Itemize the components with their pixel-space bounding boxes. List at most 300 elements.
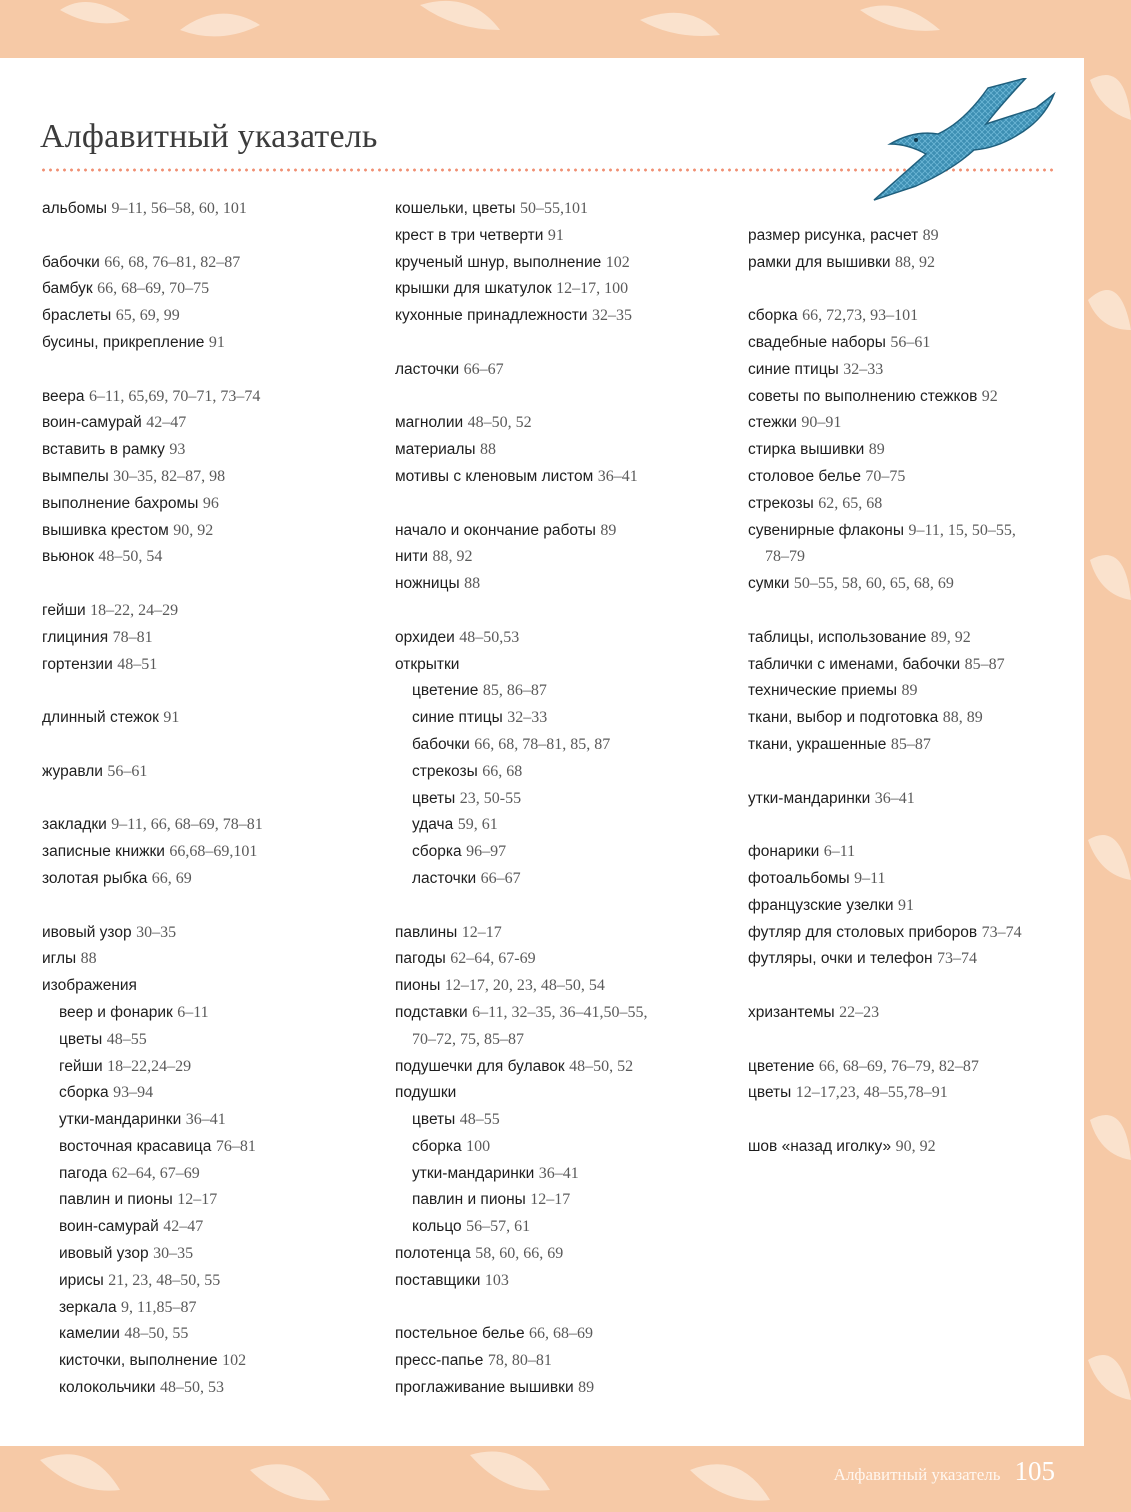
- index-entry: [748, 518, 1083, 545]
- index-term: цветы: [412, 789, 456, 807]
- index-pages: 32–33: [843, 360, 884, 378]
- index-pages: 88, 92: [432, 548, 473, 566]
- index-pages: 93: [169, 441, 186, 459]
- index-term: веера: [42, 387, 85, 405]
- index-entry: [42, 759, 377, 786]
- index-term: рамки для вышивки: [748, 253, 891, 271]
- index-pages: 91: [163, 709, 180, 727]
- index-term: павлин и пионы: [412, 1191, 526, 1209]
- index-term: фонарики: [748, 843, 820, 861]
- index-pages: 12–17: [461, 923, 502, 941]
- index-term: пионы: [395, 977, 441, 995]
- index-pages: 48–55: [106, 1030, 147, 1048]
- index-entry: [42, 1241, 377, 1268]
- index-pages: 50–55, 58, 60, 65, 68, 69: [793, 575, 954, 593]
- index-term: проглаживание вышивки: [395, 1379, 574, 1397]
- index-entry: [395, 276, 730, 303]
- index-pages: 91: [208, 333, 225, 351]
- index-pages: 59, 61: [457, 816, 498, 834]
- index-pages: 78–79: [765, 548, 805, 566]
- index-spacer: [748, 1107, 1083, 1134]
- index-entry: [42, 705, 377, 732]
- index-pages: 93–94: [113, 1084, 154, 1102]
- index-entry: [42, 1268, 377, 1295]
- index-entry: [42, 1054, 377, 1081]
- index-entry: [395, 1161, 730, 1188]
- index-entry: [395, 812, 730, 839]
- index-pages: 65, 69, 99: [115, 307, 180, 325]
- index-entry: [395, 678, 730, 705]
- index-term: зеркала: [59, 1298, 117, 1316]
- index-spacer: [42, 786, 377, 813]
- index-spacer: [42, 732, 377, 759]
- index-pages: 42–47: [163, 1218, 204, 1236]
- index-pages: 88, 92: [895, 253, 936, 271]
- index-pages: 36–41: [874, 789, 915, 807]
- index-entry: [42, 410, 377, 437]
- index-pages: 56–61: [107, 762, 148, 780]
- index-entry: [748, 384, 1083, 411]
- index-entry: [42, 625, 377, 652]
- index-entry: [42, 973, 377, 1000]
- index-entry: [395, 571, 730, 598]
- index-term: сборка: [59, 1084, 109, 1102]
- index-entry: [395, 1241, 730, 1268]
- index-pages: 91: [547, 226, 564, 244]
- index-entry: [748, 544, 1083, 571]
- index-term: ласточки: [395, 360, 460, 378]
- index-spacer: [42, 571, 377, 598]
- index-entry: [395, 973, 730, 1000]
- index-pages: 30–35: [153, 1245, 194, 1263]
- index-pages: 66, 72,73, 93–101: [802, 307, 919, 325]
- index-term: иглы: [42, 950, 77, 968]
- index-entry: [42, 1161, 377, 1188]
- index-pages: 9–11, 15, 50–55,: [908, 521, 1016, 539]
- index-term: бабочки: [42, 253, 100, 271]
- index-spacer: [748, 759, 1083, 786]
- index-term: ирисы: [59, 1271, 104, 1289]
- index-pages: 102: [605, 253, 630, 271]
- index-term: вставить в рамку: [42, 441, 165, 459]
- index-entry: [42, 1321, 377, 1348]
- index-term: полотенца: [395, 1245, 471, 1263]
- index-pages: 56–61: [890, 333, 931, 351]
- index-term: синие птицы: [748, 360, 839, 378]
- index-entry: [748, 705, 1083, 732]
- index-entry: [42, 1027, 377, 1054]
- index-pages: 6–11, 32–35, 36–41,50–55,: [472, 1003, 648, 1021]
- index-pages: 91: [897, 896, 914, 914]
- index-entry: [748, 1000, 1083, 1027]
- index-pages: 90, 92: [895, 1137, 936, 1155]
- index-pages: 48–50, 53: [160, 1379, 225, 1397]
- index-entry: [42, 1375, 377, 1402]
- page-footer: [834, 1456, 1055, 1487]
- index-term: сборка: [412, 843, 462, 861]
- index-entry: [42, 303, 377, 330]
- index-pages: 96–97: [466, 843, 507, 861]
- index-entry: [395, 1080, 730, 1107]
- index-entry: [42, 598, 377, 625]
- index-entry: [395, 946, 730, 973]
- index-term: изображения: [42, 977, 137, 995]
- index-term: стирка вышивки: [748, 441, 865, 459]
- index-term: орхидеи: [395, 628, 455, 646]
- index-term: гейши: [59, 1057, 103, 1075]
- index-term: глициния: [42, 628, 109, 646]
- index-entry: [748, 946, 1083, 973]
- index-term: таблички с именами, бабочки: [748, 655, 961, 673]
- index-term: кольцо: [412, 1218, 462, 1236]
- index-pages: 89: [600, 521, 617, 539]
- index-entry: [748, 893, 1083, 920]
- index-pages: 88: [80, 950, 97, 968]
- index-pages: 48–50,53: [459, 628, 520, 646]
- index-entry: [42, 812, 377, 839]
- index-pages: 66, 68–69: [529, 1325, 594, 1343]
- index-term: подушки: [395, 1084, 457, 1102]
- index-term: утки-мандаринки: [59, 1111, 182, 1129]
- index-entry: [748, 1080, 1083, 1107]
- index-pages: 32–35: [592, 307, 632, 325]
- index-entry: [395, 357, 730, 384]
- index-term: вышивка крестом: [42, 521, 169, 539]
- index-entry: [748, 866, 1083, 893]
- index-pages: 66, 68–69, 76–79, 82–87: [818, 1057, 979, 1075]
- index-term: сборка: [748, 307, 798, 325]
- index-pages: 30–35: [136, 923, 177, 941]
- index-term: ивовый узор: [42, 923, 132, 941]
- index-term: кошельки, цветы: [395, 200, 516, 217]
- index-term: крышки для шкатулок: [395, 280, 552, 298]
- bird-icon: [868, 78, 1060, 202]
- index-pages: 23, 50-55: [459, 789, 522, 807]
- index-term: выполнение бахромы: [42, 494, 199, 512]
- index-term: футляр для столовых приборов: [748, 923, 978, 941]
- index-entry: [395, 196, 730, 223]
- index-pages: 70–75: [865, 467, 906, 485]
- index-entry: [42, 491, 377, 518]
- index-entry: [42, 1107, 377, 1134]
- index-pages: 9, 11,85–87: [121, 1298, 197, 1316]
- index-entry: [395, 1214, 730, 1241]
- index-entry: [395, 1134, 730, 1161]
- index-term: бабочки: [412, 735, 470, 753]
- index-term: открытки: [395, 655, 460, 673]
- index-entry: [42, 518, 377, 545]
- index-entry: [395, 1375, 730, 1402]
- index-pages: 9–11, 66, 68–69, 78–81: [111, 816, 263, 834]
- index-entry: [42, 920, 377, 947]
- index-pages: 48–55: [459, 1111, 500, 1129]
- index-term: технические приемы: [748, 682, 898, 700]
- index-entry: [748, 625, 1083, 652]
- index-pages: 66–67: [463, 360, 504, 378]
- index-pages: 85–87: [890, 735, 931, 753]
- index-pages: 12–17, 100: [556, 280, 629, 298]
- index-entry: [395, 1268, 730, 1295]
- index-term: начало и окончание работы: [395, 521, 596, 539]
- index-spacer: [748, 598, 1083, 625]
- index-entry: [748, 652, 1083, 679]
- index-pages: 22–23: [839, 1003, 880, 1021]
- index-term: ткани, выбор и подготовка: [748, 709, 939, 727]
- index-column-1: [42, 196, 377, 1402]
- index-pages: 70–72, 75, 85–87: [412, 1030, 524, 1048]
- index-spacer: [748, 1027, 1083, 1054]
- index-entry: [42, 839, 377, 866]
- index-term: крученый шнур, выполнение: [395, 253, 602, 271]
- index-entry: [42, 437, 377, 464]
- index-pages: 32–33: [507, 709, 548, 727]
- index-entry: [395, 652, 730, 679]
- index-entry: [395, 1027, 730, 1054]
- index-term: вымпелы: [42, 467, 109, 485]
- index-entry: [395, 839, 730, 866]
- index-pages: 89: [578, 1379, 595, 1397]
- index-term: цветы: [412, 1111, 456, 1129]
- index-entry: [42, 196, 377, 223]
- index-term: синие птицы: [412, 709, 503, 727]
- index-pages: 48–50, 52: [569, 1057, 634, 1075]
- index-entry: [748, 491, 1083, 518]
- index-term: сувенирные флаконы: [748, 521, 904, 539]
- index-spacer: [748, 973, 1083, 1000]
- index-spacer: [42, 893, 377, 920]
- index-term: камелии: [59, 1325, 120, 1343]
- index-pages: 66, 68: [482, 762, 523, 780]
- index-pages: 66, 68, 76–81, 82–87: [104, 253, 241, 271]
- index-pages: 21, 23, 48–50, 55: [108, 1271, 221, 1289]
- index-entry: [395, 1107, 730, 1134]
- index-pages: 62–64, 67-69: [450, 950, 536, 968]
- index-entry: [42, 384, 377, 411]
- index-pages: 30–35, 82–87, 98: [113, 467, 226, 485]
- index-term: поставщики: [395, 1271, 481, 1289]
- index-pages: 58, 60, 66, 69: [475, 1245, 564, 1263]
- index-spacer: [748, 276, 1083, 303]
- index-pages: 96: [202, 494, 219, 512]
- index-spacer: [42, 357, 377, 384]
- index-term: ножницы: [395, 575, 460, 593]
- index-entry: [395, 250, 730, 277]
- index-pages: 78–81: [112, 628, 153, 646]
- index-entry: [748, 250, 1083, 277]
- index-entry: [395, 464, 730, 491]
- index-pages: 36–41: [597, 467, 638, 485]
- index-term: подушечки для булавок: [395, 1057, 565, 1075]
- index-term: сумки: [748, 575, 790, 593]
- index-term: сборка: [412, 1137, 462, 1155]
- index-pages: 92: [981, 387, 998, 405]
- index-pages: 89: [922, 226, 939, 244]
- index-term: свадебные наборы: [748, 333, 886, 351]
- index-entry: [395, 1187, 730, 1214]
- index-term: закладки: [42, 816, 107, 834]
- index-entry: [42, 276, 377, 303]
- index-term: хризантемы: [748, 1003, 835, 1021]
- index-entry: [748, 357, 1083, 384]
- index-term: пагоды: [395, 950, 446, 968]
- index-entry: [42, 1214, 377, 1241]
- index-entry: [42, 464, 377, 491]
- index-pages: 48–51: [117, 655, 158, 673]
- index-pages: 88, 89: [942, 709, 983, 727]
- index-term: шов «назад иголку»: [748, 1137, 892, 1155]
- index-entry: [748, 920, 1083, 947]
- index-term: нити: [395, 548, 428, 566]
- index-pages: 9–11, 56–58, 60, 101: [111, 200, 247, 217]
- index-spacer: [748, 812, 1083, 839]
- index-entry: [748, 1054, 1083, 1081]
- index-entry: [395, 1321, 730, 1348]
- index-pages: 48–50, 54: [98, 548, 163, 566]
- index-term: утки-мандаринки: [412, 1164, 535, 1182]
- index-term: ткани, украшенные: [748, 735, 887, 753]
- index-entry: [42, 1134, 377, 1161]
- index-term: французские узелки: [748, 896, 894, 914]
- index-entry: [42, 1080, 377, 1107]
- index-pages: 89: [868, 441, 885, 459]
- index-term: бамбук: [42, 280, 93, 298]
- index-spacer: [42, 678, 377, 705]
- index-entry: [395, 786, 730, 813]
- index-entry: [748, 330, 1083, 357]
- index-pages: 48–50, 52: [467, 414, 532, 432]
- index-term: мотивы с кленовым листом: [395, 467, 594, 485]
- index-term: гейши: [42, 601, 86, 619]
- page-title: Алфавитный указатель: [40, 118, 378, 155]
- index-pages: 36–41: [538, 1164, 579, 1182]
- index-entry: [42, 1295, 377, 1322]
- index-pages: 6–11, 65,69, 70–71, 73–74: [89, 387, 261, 405]
- index-entry: [748, 786, 1083, 813]
- index-term: колокольчики: [59, 1379, 156, 1397]
- index-term: футляры, очки и телефон: [748, 950, 933, 968]
- index-pages: 90, 92: [173, 521, 214, 539]
- index-entry: [395, 544, 730, 571]
- index-entry: [395, 920, 730, 947]
- index-entry: [395, 1000, 730, 1027]
- index-entry: [748, 437, 1083, 464]
- index-term: материалы: [395, 441, 476, 459]
- index-entry: [42, 946, 377, 973]
- index-term: гортензии: [42, 655, 113, 673]
- index-term: утки-мандаринки: [748, 789, 871, 807]
- index-term: журавли: [42, 762, 103, 780]
- index-pages: 36–41: [185, 1111, 226, 1129]
- index-term: воин-самурай: [59, 1218, 159, 1236]
- index-term: фотоальбомы: [748, 869, 850, 887]
- index-term: столовое белье: [748, 467, 861, 485]
- index-entry: [395, 705, 730, 732]
- index-term: пагода: [59, 1164, 108, 1182]
- index-term: цветы: [59, 1030, 103, 1048]
- index-pages: 89: [901, 682, 918, 700]
- index-term: стрекозы: [748, 494, 814, 512]
- index-column-2: [395, 196, 730, 1402]
- index-pages: 62–64, 67–69: [111, 1164, 200, 1182]
- index-term: ласточки: [412, 869, 477, 887]
- index-pages: 90–91: [801, 414, 842, 432]
- index-entry: [748, 732, 1083, 759]
- index-entry: [42, 1348, 377, 1375]
- index-term: стрекозы: [412, 762, 478, 780]
- index-pages: 85, 86–87: [482, 682, 547, 700]
- index-term: воин-самурай: [42, 414, 142, 432]
- index-entry: [395, 866, 730, 893]
- index-pages: 66, 68–69, 70–75: [97, 280, 210, 298]
- index-entry: [748, 1134, 1083, 1161]
- index-spacer: [395, 384, 730, 411]
- index-term: постельное белье: [395, 1325, 525, 1343]
- index-pages: 6–11: [823, 843, 856, 861]
- index-spacer: [42, 223, 377, 250]
- index-entry: [748, 571, 1083, 598]
- index-spacer: [395, 1295, 730, 1322]
- index-term: крест в три четверти: [395, 226, 544, 244]
- index-pages: 48–50, 55: [124, 1325, 189, 1343]
- index-pages: 12–17,23, 48–55,78–91: [795, 1084, 948, 1102]
- index-pages: 89, 92: [930, 628, 971, 646]
- index-term: альбомы: [42, 200, 108, 217]
- index-entry: [42, 544, 377, 571]
- index-pages: 6–11: [177, 1003, 209, 1021]
- index-term: пресс-папье: [395, 1352, 484, 1370]
- index-spacer: [748, 196, 1083, 223]
- index-term: советы по выполнению стежков: [748, 387, 978, 405]
- index-pages: 103: [484, 1271, 509, 1289]
- index-entry: [748, 678, 1083, 705]
- index-pages: 100: [466, 1137, 491, 1155]
- index-spacer: [395, 598, 730, 625]
- index-entry: [42, 652, 377, 679]
- index-term: кухонные принадлежности: [395, 307, 588, 325]
- index-pages: 102: [222, 1352, 247, 1370]
- index-pages: 42–47: [146, 414, 187, 432]
- index-entry: [395, 410, 730, 437]
- index-term: магнолии: [395, 414, 464, 432]
- index-spacer: [395, 491, 730, 518]
- index-entry: [395, 518, 730, 545]
- index-entry: [395, 625, 730, 652]
- index-entry: [748, 223, 1083, 250]
- index-term: цветение: [412, 682, 479, 700]
- index-entry: [395, 303, 730, 330]
- index-term: цветение: [748, 1057, 815, 1075]
- index-pages: 12–17: [177, 1191, 218, 1209]
- index-entry: [42, 866, 377, 893]
- index-pages: 73–74: [937, 950, 978, 968]
- index-term: веер и фонарик: [59, 1003, 173, 1021]
- index-pages: 66, 69: [151, 869, 192, 887]
- index-pages: 56–57, 61: [466, 1218, 531, 1236]
- index-entry: [42, 1187, 377, 1214]
- index-pages: 66, 68, 78–81, 85, 87: [474, 735, 611, 753]
- index-term: восточная красавица: [59, 1137, 212, 1155]
- index-pages: 78, 80–81: [487, 1352, 552, 1370]
- index-term: цветы: [748, 1084, 792, 1102]
- index-entry: [395, 437, 730, 464]
- index-term: удача: [412, 816, 454, 834]
- index-term: стежки: [748, 414, 797, 432]
- index-term: ивовый узор: [59, 1245, 149, 1263]
- page-number: 105: [1014, 1456, 1055, 1486]
- index-entry: [748, 464, 1083, 491]
- index-term: браслеты: [42, 307, 112, 325]
- index-term: длинный стежок: [42, 709, 159, 727]
